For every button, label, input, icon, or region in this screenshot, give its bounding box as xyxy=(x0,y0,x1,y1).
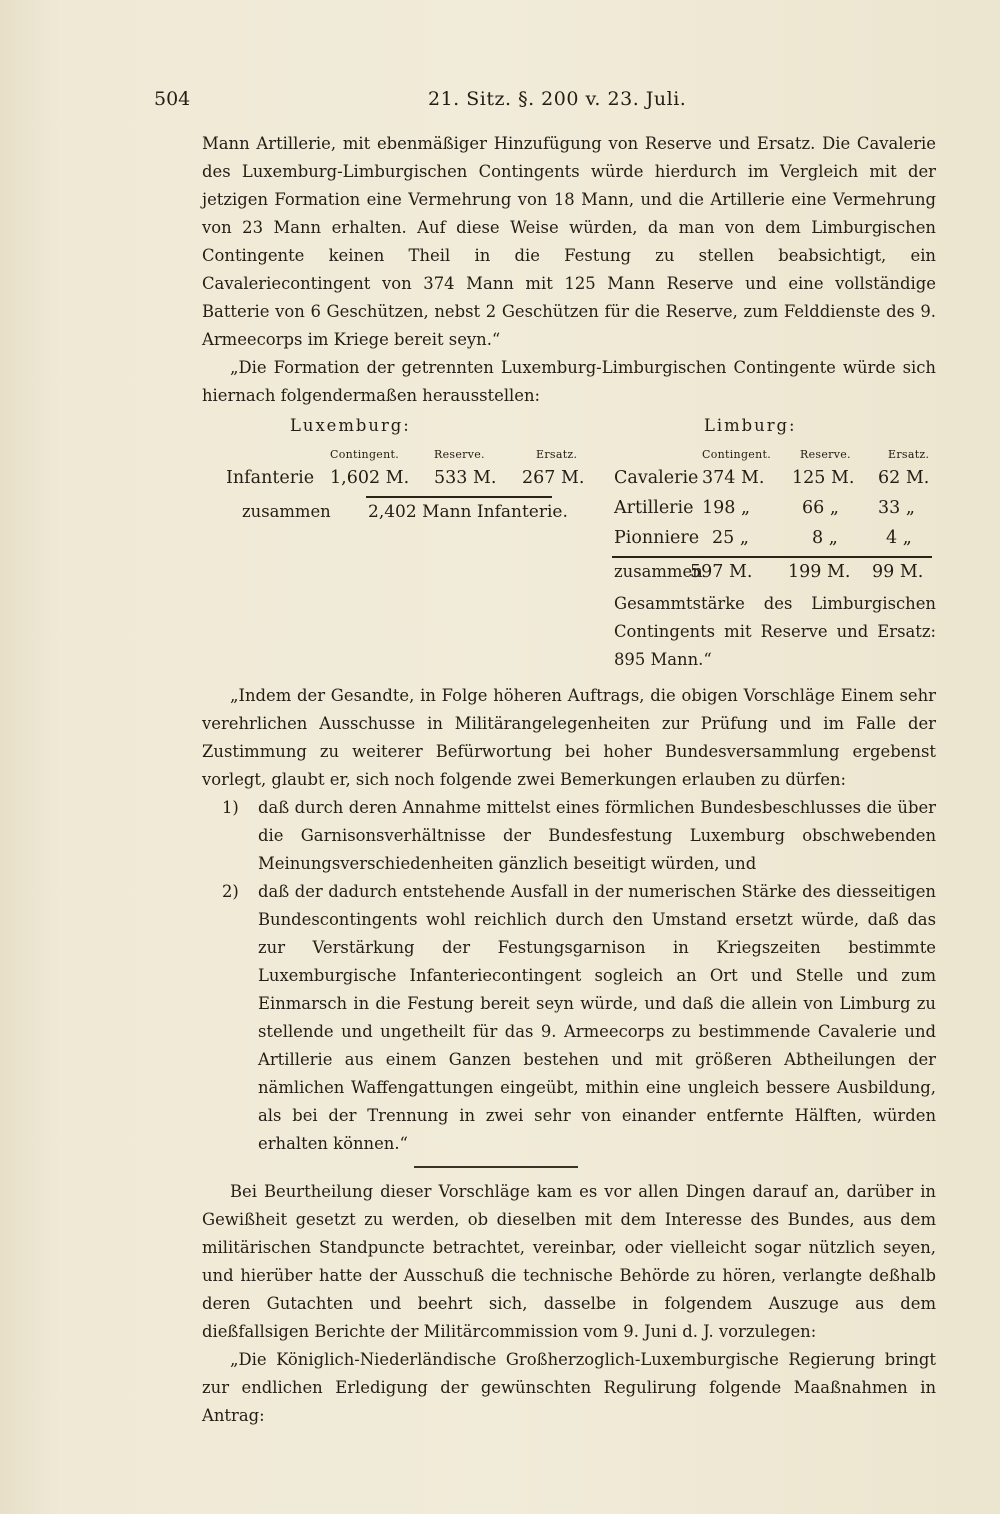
list-marker-1: 1) xyxy=(222,798,239,817)
lim-row-cavalerie-contingent: 374 M. xyxy=(702,468,765,488)
lim-total-label: zusammen xyxy=(614,562,703,581)
lim-col-reserve: Reserve. xyxy=(800,448,851,461)
lim-col-ersatz: Ersatz. xyxy=(888,448,930,461)
lux-row-reserve: 533 M. xyxy=(434,468,497,488)
page-number: 504 xyxy=(154,88,191,110)
page-header xyxy=(154,88,936,130)
paragraph-formation-intro: „Die Formation der getrennten Luxemburg-Limburgischen Contingente würde sich hiernach folgendermaßen herausstellen: xyxy=(202,358,936,405)
lim-row-artillerie-ersatz: 33 „ xyxy=(878,498,915,518)
paragraph-beurtheilung: Bei Beurtheilung dieser Vorschläge kam es vor allen Dingen darauf an, darüber in Gewißheit gesetzt zu werden, ob dieselben mit dem Interesse des Bundes, aus dem militärischen Standpuncte betrachtet, vereinbar, oder vielleicht sogar nützlich seyen, und hierüber hatte der Ausschuß die technische Behörde zu hören, verlangte deßhalb deren Gutachten und beehrt sich, dasselbe in folgendem Auszuge aus dem dießfallsigen Berichte der Militärcommission vom 9. Juni d. J. vorzulegen: xyxy=(202,1181,936,1341)
running-title: 21. Sitz. §. 200 v. 23. Juli. xyxy=(428,88,687,110)
lim-row-pionniere-ersatz: 4 „ xyxy=(886,528,912,548)
lux-col-reserve: Reserve. xyxy=(434,448,485,461)
list-text-2: daß der dadurch entstehende Ausfall in der numerischen Stärke des diesseitigen Bundescontingents wohl reichlich durch den Umstand ersetzt würde, daß das zur Verstärkung der Festungsgarnison in Kriegszeiten bestimmte Luxemburgische Infanteriecontingent sogleich an Ort und Stelle und zum Einmarsch in die Festung bereit seyn würde, und daß die allein von Limburg zu stellende und ungetheilt für das 9. Armeecorps zu bestimmende Cavalerie und Artillerie aus einem Ganzen bestehen und mit größeren Abtheilungen der nämlichen Waffengattungen eingeübt, mithin eine ungleich bessere Ausbildung, als bei der Trennung in zwei sehr von einander entfernte Hälften, würden erhalten können.“ xyxy=(258,882,936,1153)
lim-sum-rule xyxy=(612,556,932,558)
lim-row-artillerie-label: Artillerie xyxy=(614,498,694,518)
list-text-1: daß durch deren Annahme mittelst eines förmlichen Bundesbeschlusses die über die Garnisonsverhältnisse der Bundesfestung Luxemburg obschwebenden Meinungsverschiedenheiten gänzlich beseitigt würden, und xyxy=(258,798,936,873)
lux-row-contingent: 1,602 M. xyxy=(330,468,410,488)
lux-col-contingent: Contingent. xyxy=(330,448,399,461)
lim-row-artillerie-reserve: 66 „ xyxy=(802,498,839,518)
lux-total-value: 2,402 Mann Infanterie. xyxy=(368,502,568,522)
lux-row-label: Infanterie xyxy=(226,468,315,488)
paragraph-continuation: Mann Artillerie, mit ebenmäßiger Hinzufügung von Reserve und Ersatz. Die Cavalerie des Luxemburg-Limburgischen Contingents würde hierdurch im Vergleich mit der jetzigen Formation eine Vermehrung von 18 Mann, und die Artillerie eine Vermehrung von 23 Mann erhalten. Auf diese Weise würden, da man von dem Limburgischen Contingente keinen Theil in die Festung zu stellen beabsichtigt, ein Cavaleriecontingent von 374 Mann mit 125 Mann Reserve und eine vollständige Batterie von 6 Geschützen, nebst 2 Geschützen für die Reserve, zum Felddienste des 9. Armeecorps im Kriege bereit seyn.“ xyxy=(202,134,936,349)
lim-total-contingent: 597 M. xyxy=(690,562,753,582)
lim-total-ersatz: 99 M. xyxy=(872,562,924,582)
section-separator xyxy=(414,1166,578,1168)
lim-total-reserve: 199 M. xyxy=(788,562,851,582)
lim-row-pionniere-label: Pionniere xyxy=(614,528,700,548)
lim-summary: Gesammtstärke des Limburgischen Contingents mit Reserve und Ersatz: 895 Mann.“ xyxy=(614,594,936,669)
lux-sum-rule xyxy=(366,496,552,498)
luxemburg-title: Luxemburg: xyxy=(290,416,411,435)
lim-row-pionniere-contingent: 25 „ xyxy=(712,528,749,548)
lux-col-ersatz: Ersatz. xyxy=(536,448,578,461)
lim-col-contingent: Contingent. xyxy=(702,448,771,461)
lux-total-label: zusammen xyxy=(242,502,331,521)
limburg-title: Limburg: xyxy=(704,416,797,435)
lux-row-ersatz: 267 M. xyxy=(522,468,585,488)
paragraph-gesandte: „Indem der Gesandte, in Folge höheren Auftrags, die obigen Vorschläge Einem sehr verehrlichen Ausschusse in Militärangelegenheiten zur Prüfung und im Falle der Zustimmung zu weiterer Befürwortung bei hoher Bundesversammlung ergebenst vorlegt, glaubt er, sich noch folgende zwei Bemerkungen erlauben zu dürfen: xyxy=(202,686,936,789)
lim-row-cavalerie-ersatz: 62 M. xyxy=(878,468,930,488)
list-item-2 xyxy=(202,878,936,1158)
contingent-table xyxy=(202,410,936,682)
paragraph-regierung: „Die Königlich-Niederländische Großherzoglich-Luxemburgische Regierung bringt zur endlichen Erledigung der gewünschten Regulirung folgende Maaßnahmen in Antrag: xyxy=(202,1349,936,1425)
list-marker-2: 2) xyxy=(222,882,239,901)
lim-row-artillerie-contingent: 198 „ xyxy=(702,498,751,518)
lim-row-cavalerie-label: Cavalerie xyxy=(614,468,699,488)
list-item-1 xyxy=(202,794,936,878)
lim-row-cavalerie-reserve: 125 M. xyxy=(792,468,855,488)
lim-row-pionniere-reserve: 8 „ xyxy=(812,528,838,548)
